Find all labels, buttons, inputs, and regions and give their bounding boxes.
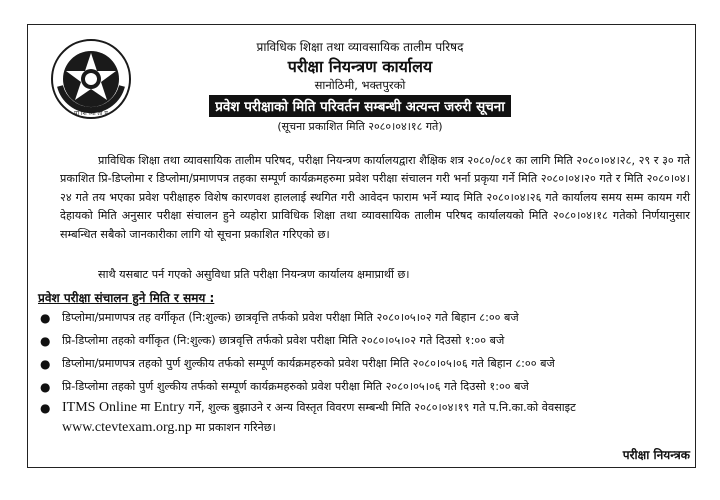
itms-entry-label: Entry bbox=[153, 400, 185, 415]
schedule-list bbox=[38, 309, 688, 401]
itms-line-2 bbox=[38, 418, 688, 438]
schedule-item-text: प्रि-डिप्लोमा तहको वर्गीकृत (नि:शुल्क) छात्रवृत्ति तर्फको प्रवेश परीक्षा मिति २०८०।०५।०२ गते दिउसो १:०० बजे bbox=[62, 334, 505, 347]
itms-line-1 bbox=[38, 398, 688, 418]
apology-line: साथै यसबाट पर्न गएको असुविधा प्रति परीक्षा नियन्त्रण कार्यालय क्षमाप्रार्थी छ। bbox=[98, 268, 410, 281]
bullet-icon: ● bbox=[40, 311, 51, 325]
schedule-item bbox=[38, 309, 688, 332]
notice-title: प्रवेश परीक्षाको मिति परिवर्तन सम्बन्धी अत्यन्त जरुरी सूचना bbox=[209, 95, 511, 117]
bullet-icon: ● bbox=[40, 380, 51, 394]
signature-title: परीक्षा नियन्त्रक bbox=[622, 448, 690, 462]
published-date: (सूचना प्रकाशित मिति २०८०।०४।१८ गते) bbox=[277, 120, 443, 133]
notice-body-paragraph: प्राविधिक शिक्षा तथा व्यावसायिक तालीम परिषद, परीक्षा नियन्त्रण कार्यालयद्वारा शैक्षिक शत्र २०८०/०८१ का लागि मिति २०८०।०४।२८, २९ र ३० गते प्रकाशित प्रि-डिप्लोमा र डिप्लोमा/प्रमाणपत्र तहका सम्पूर्ण कार्यक्रमहरुमा प्रवेश परीक्षा संचालन गरी भर्ना प्रकृया गर्ने मिति २०८०।०४।२० गते र मिति २०८०।०४।२४ गते तय भएका प्रवेश परीक्षाहरु विशेष कारणवश हाललाई स्थगित गरी आवेदन फाराम भर्ने म्याद मिति २०८०।०४।२६ गते कार्यालय समय सम्म कायम गरी देहायको मिति अनुसार परीक्षा संचालन हुने व्यहोरा प्राविधिक शिक्षा तथा व्यावसायिक तालीम परिषद कार्यालयको मिति २०८०।०४।१८ गतेको निर्णयानुसार सम्बन्धित सबैको जानकारीका लागि यो सूचना प्रकाशित गरिएको छ। bbox=[60, 154, 690, 241]
itms-connector-text: मा bbox=[137, 401, 154, 414]
itms-online-item bbox=[38, 398, 688, 438]
itms-online-label: ITMS Online bbox=[62, 400, 138, 415]
itms-line-1-text: गर्ने, शुल्क बुझाउने र अन्य विस्तृत विवरण सम्बन्धी मिति २०८०।०४।१९ गते प.नि.का.को वेवसाइट bbox=[184, 401, 576, 414]
council-name: प्राविधिक शिक्षा तथा व्यावसायिक तालीम परिषद bbox=[256, 40, 464, 54]
website-link[interactable]: www.ctevtexam.org.np bbox=[62, 420, 192, 435]
schedule-heading: प्रवेश परीक्षा संचालन हुने मिति र समय : bbox=[38, 291, 215, 305]
bullet-icon: ● bbox=[40, 401, 51, 415]
office-name: परीक्षा नियन्त्रण कार्यालय bbox=[287, 57, 433, 76]
itms-line-2-text: मा प्रकाशन गरिनेछ। bbox=[191, 421, 276, 434]
schedule-item-text: डिप्लोमा/प्रमाणपत्र तहको पुर्ण शुल्कीय तर्फको सम्पूर्ण कार्यक्रमहरुको प्रवेश परीक्षा मिति २०८०।०५।०६ गते बिहान ८:०० बजे bbox=[62, 357, 555, 370]
notice-title-bar bbox=[0, 95, 720, 117]
bullet-icon: ● bbox=[40, 357, 51, 371]
schedule-item bbox=[38, 332, 688, 355]
emblem-ring-text: प्रा शि व्या ता प bbox=[74, 110, 108, 117]
schedule-item bbox=[38, 355, 688, 378]
schedule-item-text: प्रि-डिप्लोमा तहको पुर्ण शुल्कीय तर्फको सम्पूर्ण कार्यक्रमहरुको प्रवेश परीक्षा मिति २०८०।०५।०६ गते दिउसो १:०० बजे bbox=[62, 380, 529, 393]
schedule-item-text: डिप्लोमा/प्रमाणपत्र तह वर्गीकृत (नि:शुल्क) छात्रवृत्ति तर्फको प्रवेश परीक्षा मिति २०८०।०५।०२ गते बिहान ८:०० बजे bbox=[62, 311, 519, 324]
bullet-icon: ● bbox=[40, 334, 51, 348]
office-location: सानोठिमी, भक्तपुरको bbox=[314, 78, 406, 92]
